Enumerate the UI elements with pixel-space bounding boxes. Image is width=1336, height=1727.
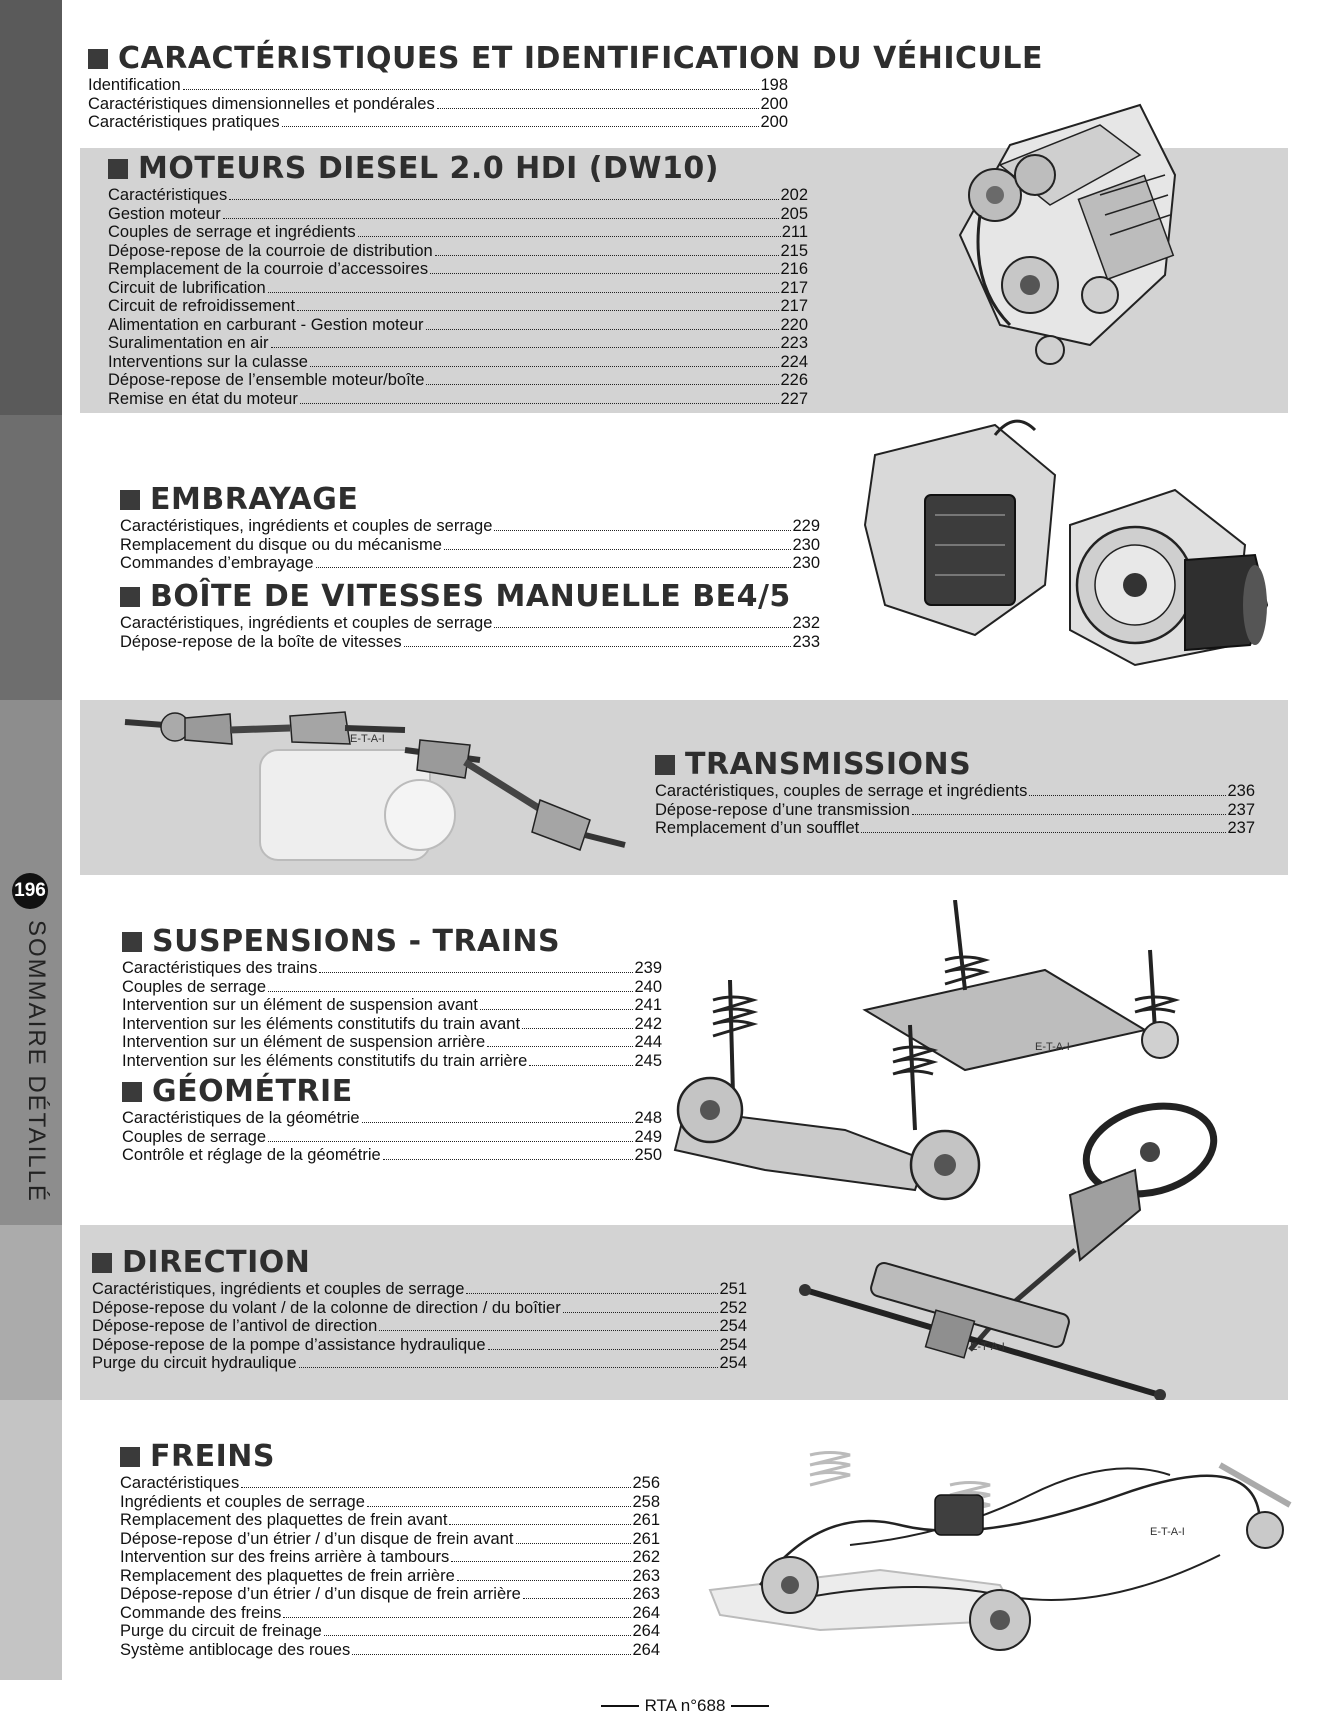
toc-entry-title: Caractéristiques, ingrédients et couples de serrage xyxy=(120,517,493,535)
toc-leader-dots xyxy=(494,530,791,531)
section-transmissions xyxy=(655,748,1255,838)
toc-leader-dots xyxy=(437,108,760,109)
toc-entry-title: Purge du circuit de freinage xyxy=(120,1622,322,1640)
illustration-label: E-T-A-I xyxy=(970,1341,1005,1353)
toc-leader-dots xyxy=(379,1330,718,1331)
toc-leader-dots xyxy=(297,310,779,311)
toc-entry-title: Dépose-repose de la boîte de vitesses xyxy=(120,632,402,651)
toc-entry-page: 229 xyxy=(792,517,820,535)
toc-entry[interactable] xyxy=(108,186,808,205)
toc-entry-page: 258 xyxy=(632,1492,660,1511)
toc-entry-page: 237 xyxy=(1227,819,1255,837)
toc-entry-page: 216 xyxy=(780,260,808,278)
toc-leader-dots xyxy=(451,1561,631,1562)
toc-entry-title: Dépose-repose de l’antivol de direction xyxy=(92,1317,378,1335)
toc-leader-dots xyxy=(430,273,779,274)
toc-leader-dots xyxy=(861,832,1226,833)
toc-entry-title: Dépose-repose d’un étrier / d’un disque de frein avant xyxy=(120,1529,514,1548)
toc-leader-dots xyxy=(522,1028,633,1029)
toc-leader-dots xyxy=(383,1159,634,1160)
toc-entry-title: Purge du circuit hydraulique xyxy=(92,1354,297,1372)
toc-entry-title: Intervention sur un élément de suspension arrière xyxy=(122,1033,486,1051)
toc-entry-page: 264 xyxy=(632,1640,660,1659)
toc-entry-page: 263 xyxy=(632,1585,660,1603)
toc-entry-page: 211 xyxy=(781,223,808,241)
toc-entry-page: 254 xyxy=(719,1317,747,1335)
toc-leader-dots xyxy=(404,646,792,647)
bullet-square-icon xyxy=(122,1082,142,1102)
toc-entry[interactable] xyxy=(108,242,808,261)
toc-entry-title: Dépose-repose de la courroie de distribution xyxy=(108,241,433,260)
section-title: BOÎTE DE VITESSES MANUELLE BE4/5 xyxy=(120,580,820,614)
toc-entry[interactable] xyxy=(108,334,808,353)
bullet-square-icon xyxy=(108,159,128,179)
toc-leader-dots xyxy=(449,1524,631,1525)
toc-entry-page: 226 xyxy=(780,371,808,389)
toc-entry-title: Commande des freins xyxy=(120,1603,282,1622)
toc-entry-page: 263 xyxy=(632,1566,660,1585)
toc-entry[interactable] xyxy=(120,633,820,652)
toc-entry-page: 202 xyxy=(780,186,808,204)
toc-entry-page: 217 xyxy=(780,297,808,315)
toc-entry-page: 252 xyxy=(719,1298,747,1317)
section-title: CARACTÉRISTIQUES ET IDENTIFICATION DU VÉHICULE xyxy=(88,42,788,76)
toc-leader-dots xyxy=(523,1598,632,1599)
toc-leader-dots xyxy=(529,1065,633,1066)
toc-entry-title: Remplacement des plaquettes de frein arrière xyxy=(120,1566,455,1585)
section-boite xyxy=(120,580,820,651)
section-moteurs xyxy=(108,152,808,408)
toc-leader-dots xyxy=(300,403,780,404)
illustration-label: E-T-A-I xyxy=(1035,1041,1070,1053)
toc-entry[interactable] xyxy=(120,1474,660,1493)
toc-leader-dots xyxy=(268,1141,633,1142)
toc-entry[interactable] xyxy=(122,1146,662,1165)
toc-entry-page: 251 xyxy=(719,1280,747,1298)
toc-entry-title: Dépose-repose de l’ensemble moteur/boîte xyxy=(108,371,425,389)
toc-entry-page: 224 xyxy=(780,352,808,371)
toc-entry-page: 233 xyxy=(792,632,820,651)
toc-leader-dots xyxy=(324,1635,632,1636)
toc-entry-title: Dépose-repose d’un étrier / d’un disque de frein arrière xyxy=(120,1585,521,1603)
toc-entry-page: 200 xyxy=(760,113,788,131)
toc-leader-dots xyxy=(426,329,780,330)
section-caracteristiques xyxy=(88,41,1044,132)
toc-leader-dots xyxy=(283,1617,631,1618)
section-suspensions xyxy=(122,925,662,1070)
toc-entry-title: Circuit de lubrification xyxy=(108,278,266,297)
section-title: TRANSMISSIONS xyxy=(655,748,1255,782)
toc-leader-dots xyxy=(487,1046,633,1047)
toc-entry[interactable] xyxy=(92,1280,747,1299)
toc-leader-dots xyxy=(223,218,780,219)
toc-leader-dots xyxy=(352,1654,631,1655)
toc-entry-page: 223 xyxy=(780,334,808,352)
toc-entry-page: 205 xyxy=(780,204,808,223)
toc-entry-title: Gestion moteur xyxy=(108,204,221,223)
section-direction xyxy=(92,1246,747,1373)
toc-leader-dots xyxy=(435,255,780,256)
section-embrayage xyxy=(120,483,820,573)
toc-entry-page: 244 xyxy=(634,1033,662,1051)
toc-entry[interactable] xyxy=(92,1336,747,1355)
toc-entry[interactable] xyxy=(655,782,1255,801)
toc-leader-dots xyxy=(1029,795,1226,796)
driveshaft-illustration xyxy=(120,700,630,865)
toc-entry-title: Identification xyxy=(88,76,181,94)
toc-entry[interactable] xyxy=(120,536,820,555)
toc-entry[interactable] xyxy=(88,113,788,132)
toc-entry[interactable] xyxy=(108,371,808,390)
toc-leader-dots xyxy=(426,384,779,385)
toc-leader-dots xyxy=(316,567,792,568)
toc-entry-title: Remise en état du moteur xyxy=(108,389,298,408)
toc-leader-dots xyxy=(494,627,791,628)
toc-entry[interactable] xyxy=(120,1622,660,1641)
toc-entry-page: 245 xyxy=(634,1051,662,1070)
toc-entry-page: 200 xyxy=(760,94,788,113)
toc-entry-page: 236 xyxy=(1227,782,1255,800)
footer-rule xyxy=(601,1705,639,1707)
toc-leader-dots xyxy=(268,991,633,992)
toc-entry[interactable] xyxy=(92,1299,747,1318)
illustration-label: E-T-A-I xyxy=(350,733,385,745)
toc-entry-page: 264 xyxy=(632,1603,660,1622)
bullet-square-icon xyxy=(120,587,140,607)
toc-entry-title: Remplacement de la courroie d’accessoires xyxy=(108,260,429,278)
toc-entry[interactable] xyxy=(108,223,808,242)
toc-entry[interactable] xyxy=(88,76,788,95)
toc-entry[interactable] xyxy=(120,517,820,536)
toc-entry[interactable] xyxy=(108,297,808,316)
toc-entry-title: Couples de serrage et ingrédients xyxy=(108,223,356,241)
toc-leader-dots xyxy=(319,972,633,973)
toc-leader-dots xyxy=(480,1009,634,1010)
toc-leader-dots xyxy=(310,366,780,367)
section-freins xyxy=(120,1440,660,1659)
footer xyxy=(600,1696,770,1716)
toc-entry-title: Remplacement des plaquettes de frein avant xyxy=(120,1511,448,1529)
toc-entry-title: Caractéristiques dimensionnelles et pondérales xyxy=(88,94,435,113)
bullet-square-icon xyxy=(655,755,675,775)
toc-entry-page: 217 xyxy=(780,278,808,297)
toc-entry-title: Dépose-repose de la pompe d’assistance hydraulique xyxy=(92,1335,486,1354)
toc-entry[interactable] xyxy=(92,1354,747,1373)
toc-entry-title: Remplacement du disque ou du mécanisme xyxy=(120,535,442,554)
toc-entry-page: 198 xyxy=(760,76,788,94)
toc-leader-dots xyxy=(229,199,779,200)
gearbox-illustration xyxy=(855,415,1275,670)
toc-entry[interactable] xyxy=(120,1530,660,1549)
toc-entry[interactable] xyxy=(108,390,808,409)
toc-entry-title: Intervention sur les éléments constitutifs du train avant xyxy=(122,1014,521,1033)
toc-entry[interactable] xyxy=(108,205,808,224)
toc-entry-page: 220 xyxy=(780,315,808,334)
toc-entry-page: 256 xyxy=(632,1474,660,1492)
toc-entry-title: Circuit de refroidissement xyxy=(108,297,296,315)
toc-entry[interactable] xyxy=(120,1511,660,1530)
toc-entry-title: Suralimentation en air xyxy=(108,334,269,352)
toc-entry[interactable] xyxy=(108,316,808,335)
toc-entry[interactable] xyxy=(120,1604,660,1623)
toc-entry-page: 254 xyxy=(719,1354,747,1372)
section-title: GÉOMÉTRIE xyxy=(122,1075,662,1109)
steering-illustration xyxy=(790,1100,1230,1400)
toc-entry-page: 249 xyxy=(634,1127,662,1146)
brakes-illustration xyxy=(700,1435,1300,1665)
side-tab xyxy=(0,0,62,1727)
toc-entry-title: Caractéristiques des trains xyxy=(122,959,318,977)
toc-entry-title: Intervention sur les éléments constitutifs du train arrière xyxy=(122,1051,528,1070)
toc-leader-dots xyxy=(362,1122,634,1123)
toc-entry-title: Caractéristiques, couples de serrage et ingrédients xyxy=(655,782,1028,800)
bullet-square-icon xyxy=(122,932,142,952)
toc-entry-title: Caractéristiques de la géométrie xyxy=(122,1109,360,1127)
toc-entry-page: 250 xyxy=(634,1146,662,1164)
toc-entry-page: 264 xyxy=(632,1622,660,1640)
toc-entry[interactable] xyxy=(122,1052,662,1071)
toc-entry-title: Remplacement d’un soufflet xyxy=(655,819,860,837)
section-title: FREINS xyxy=(120,1440,660,1474)
toc-entry-title: Commandes d’embrayage xyxy=(120,554,314,572)
section-title: EMBRAYAGE xyxy=(120,483,820,517)
toc-entry[interactable] xyxy=(122,1109,662,1128)
toc-entry[interactable] xyxy=(108,279,808,298)
toc-entry[interactable] xyxy=(120,1585,660,1604)
toc-entry-title: Ingrédients et couples de serrage xyxy=(120,1492,365,1511)
toc-entry-title: Dépose-repose du volant / de la colonne de direction / du boîtier xyxy=(92,1298,561,1317)
toc-leader-dots xyxy=(299,1367,719,1368)
toc-entry[interactable] xyxy=(108,260,808,279)
toc-entry[interactable] xyxy=(120,554,820,573)
footer-rule xyxy=(731,1705,769,1707)
toc-entry-title: Intervention sur des freins arrière à tambours xyxy=(120,1548,450,1566)
illustration-label: E-T-A-I xyxy=(1150,1526,1185,1538)
section-geometrie xyxy=(122,1075,662,1165)
toc-leader-dots xyxy=(358,236,781,237)
toc-entry-title: Caractéristiques, ingrédients et couples de serrage xyxy=(92,1280,465,1298)
toc-entry-title: Caractéristiques xyxy=(108,186,228,204)
toc-entry-title: Système antiblocage des roues xyxy=(120,1640,351,1659)
toc-entry[interactable] xyxy=(120,1567,660,1586)
toc-entry[interactable] xyxy=(122,978,662,997)
section-title: DIRECTION xyxy=(92,1246,747,1280)
toc-entry[interactable] xyxy=(655,819,1255,838)
toc-entry-page: 230 xyxy=(792,535,820,554)
toc-entry-page: 239 xyxy=(634,959,662,977)
toc-entry-title: Intervention sur un élément de suspension avant xyxy=(122,996,478,1014)
toc-entry[interactable] xyxy=(108,353,808,372)
toc-entry[interactable] xyxy=(655,801,1255,820)
toc-entry-title: Dépose-repose d’une transmission xyxy=(655,800,910,819)
toc-entry-page: 241 xyxy=(634,996,662,1014)
toc-entry-title: Couples de serrage xyxy=(122,1127,267,1146)
toc-leader-dots xyxy=(282,126,760,127)
bullet-square-icon xyxy=(88,49,108,69)
toc-entry[interactable] xyxy=(88,95,788,114)
toc-entry-title: Alimentation en carburant - Gestion moteur xyxy=(108,315,424,334)
toc-entry-page: 248 xyxy=(634,1109,662,1127)
toc-entry[interactable] xyxy=(92,1317,747,1336)
toc-entry[interactable] xyxy=(120,1493,660,1512)
toc-entry[interactable] xyxy=(122,1033,662,1052)
side-title: SOMMAIRE DÉTAILLÉ xyxy=(23,920,50,1203)
section-title: SUSPENSIONS - TRAINS xyxy=(122,925,662,959)
toc-leader-dots xyxy=(268,292,780,293)
toc-entry-page: 242 xyxy=(634,1014,662,1033)
toc-entry-title: Caractéristiques pratiques xyxy=(88,113,280,131)
toc-entry-page: 230 xyxy=(792,554,820,572)
toc-leader-dots xyxy=(183,89,760,90)
page-number: 196 xyxy=(12,873,48,909)
toc-entry-title: Interventions sur la culasse xyxy=(108,352,308,371)
toc-leader-dots xyxy=(271,347,780,348)
toc-leader-dots xyxy=(516,1543,632,1544)
toc-entry[interactable] xyxy=(122,1015,662,1034)
footer-text: RTA n°688 xyxy=(644,1696,726,1715)
toc-leader-dots xyxy=(444,549,792,550)
toc-leader-dots xyxy=(367,1506,632,1507)
toc-entry-title: Couples de serrage xyxy=(122,977,267,996)
toc-leader-dots xyxy=(563,1312,719,1313)
toc-entry-page: 237 xyxy=(1227,800,1255,819)
toc-entry[interactable] xyxy=(120,1641,660,1660)
toc-entry-page: 262 xyxy=(632,1548,660,1566)
toc-entry[interactable] xyxy=(120,1548,660,1567)
toc-entry-page: 261 xyxy=(632,1511,660,1529)
bullet-square-icon xyxy=(92,1253,112,1273)
toc-entry-page: 261 xyxy=(632,1529,660,1548)
toc-leader-dots xyxy=(488,1349,719,1350)
toc-leader-dots xyxy=(466,1293,718,1294)
toc-entry-title: Caractéristiques, ingrédients et couples de serrage xyxy=(120,614,493,632)
toc-entry-page: 240 xyxy=(634,977,662,996)
toc-entry-page: 254 xyxy=(719,1335,747,1354)
toc-entry-page: 227 xyxy=(780,389,808,408)
bullet-square-icon xyxy=(120,1447,140,1467)
toc-entry[interactable] xyxy=(122,959,662,978)
toc-leader-dots xyxy=(912,814,1227,815)
toc-entry[interactable] xyxy=(122,996,662,1015)
toc-entry-page: 232 xyxy=(792,614,820,632)
engine-illustration xyxy=(940,85,1200,395)
toc-entry[interactable] xyxy=(120,614,820,633)
bullet-square-icon xyxy=(120,490,140,510)
toc-entry-page: 215 xyxy=(780,241,808,260)
toc-leader-dots xyxy=(457,1580,632,1581)
toc-entry[interactable] xyxy=(122,1128,662,1147)
section-title: MOTEURS DIESEL 2.0 HDI (DW10) xyxy=(108,152,808,186)
toc-entry-title: Contrôle et réglage de la géométrie xyxy=(122,1146,381,1164)
toc-leader-dots xyxy=(241,1487,631,1488)
toc-entry-title: Caractéristiques xyxy=(120,1474,240,1492)
